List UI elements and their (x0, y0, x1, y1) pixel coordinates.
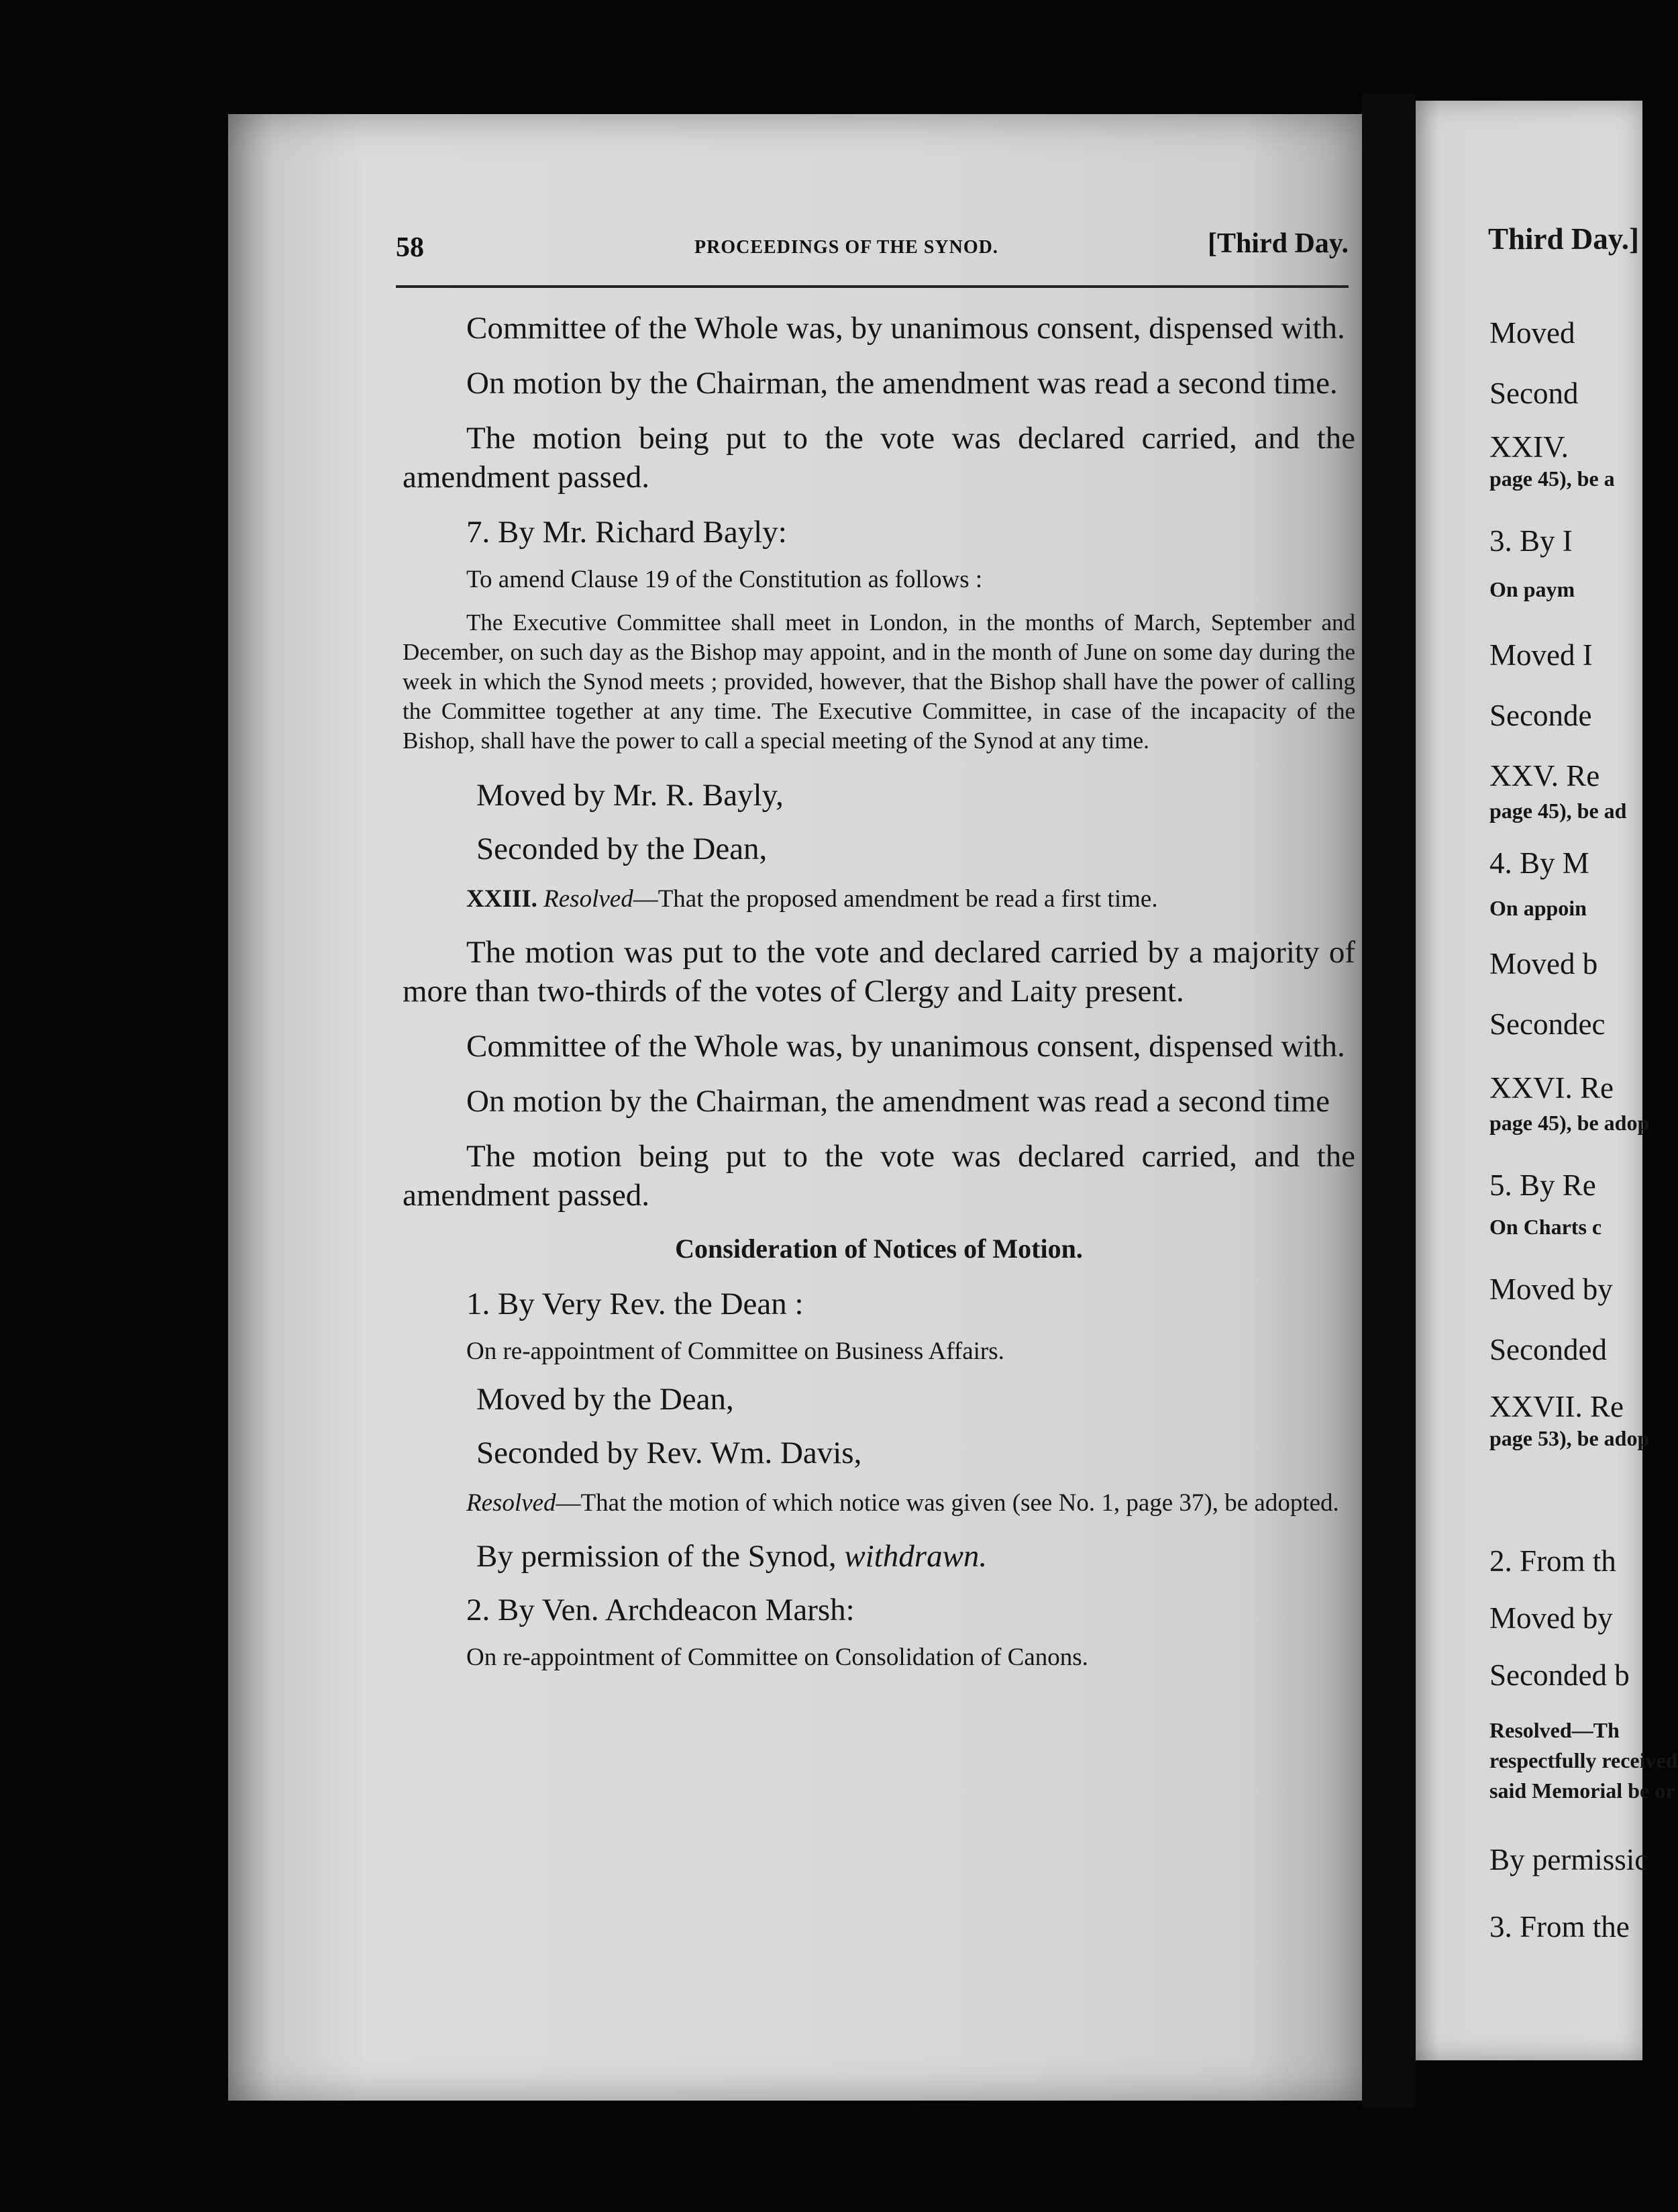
withdrawal-note (476, 1537, 1355, 1576)
resolution-number: XXIII. (466, 885, 537, 913)
left-page-body (403, 309, 1355, 1686)
paragraph: The motion was put to the vote and declared carried by a majority of more than two-thirds of the votes of Clergy and Laity present. (403, 935, 1355, 1009)
right-page-fragment: respectfully received (1489, 1748, 1678, 1772)
paragraph: The motion being put to the vote was declared carried, and the amendment passed. (403, 421, 1355, 495)
right-page-fragment: Seconded (1489, 1333, 1607, 1366)
paragraph: Committee of the Whole was, by unanimous consent, dispensed with. (466, 311, 1345, 346)
right-page-fragment: By permissic (1489, 1843, 1648, 1876)
right-page-fragment: Moved I (1489, 638, 1593, 672)
resolved-word: Resolved (543, 885, 633, 913)
right-page-fragment: On Charts c (1489, 1215, 1602, 1239)
book-gutter (1362, 94, 1416, 2107)
right-page-fragment: 3. From the (1489, 1910, 1630, 1944)
paragraph: Committee of the Whole was, by unanimous consent, dispensed with. (466, 1029, 1345, 1064)
paragraph: On motion by the Chairman, the amendment was read a second time. (466, 366, 1338, 401)
right-page-fragment: page 45), be a (1489, 466, 1615, 491)
right-page-fragment: XXIV. (1489, 430, 1569, 464)
resolution (466, 883, 1355, 915)
withdrawal-prefix: By permission of the Synod, (476, 1539, 845, 1574)
moved-by: Moved by the Dean, (476, 1382, 734, 1417)
resolution-text: —That the proposed amendment be read a first time. (633, 885, 1158, 913)
right-page-fragment: XXVI. Re (1489, 1071, 1614, 1105)
right-page-fragment: 2. From th (1489, 1544, 1616, 1578)
right-page-fragment: said Memorial be or (1489, 1778, 1675, 1803)
page-number: 58 (396, 232, 424, 263)
right-page-fragment: 4. By M (1489, 846, 1589, 880)
right-page-fragment: On appoin (1489, 896, 1587, 920)
day-label: [Third Day. (1207, 228, 1349, 259)
amendment-text: The Executive Committee shall meet in London, in the months of March, September and December, on such day as the Bishop may appoint, and in the month of June on some day during the week in which the Synod meets ; provided, however, that the Bishop shall have the power of calling the Committee together at any time. The Executive Committee, in case of the incapacity of the Bishop, shall have the power to call a special meeting of the Synod at any time. (403, 609, 1355, 754)
right-page-fragment: XXV. Re (1489, 759, 1600, 793)
running-head: PROCEEDINGS OF THE SYNOD. (694, 237, 998, 258)
seconded-by: Seconded by the Dean, (476, 832, 768, 866)
page-header (396, 228, 1349, 272)
right-page-fragment: Moved b (1489, 947, 1598, 981)
resolution-text: —That the motion of which notice was given (see No. 1, page 37), be adopted. (556, 1489, 1339, 1517)
right-page-fragment: Moved by (1489, 1272, 1613, 1306)
right-page-fragment: 3. By I (1489, 524, 1573, 558)
section-heading: Consideration of Notices of Motion. (675, 1234, 1083, 1264)
right-page-fragment: page 45), be ad (1489, 799, 1627, 823)
motion-item-heading: 7. By Mr. Richard Bayly: (466, 515, 787, 550)
right-page-fragment: page 45), be adop (1489, 1111, 1650, 1135)
right-page-fragment: On paym (1489, 577, 1575, 601)
amendment-intro: To amend Clause 19 of the Constitution as follows : (466, 566, 983, 593)
motion-item-heading: 1. By Very Rev. the Dean : (466, 1287, 804, 1321)
right-page-fragment: page 53), be adop (1489, 1426, 1650, 1450)
right-page-fragment: Secondec (1489, 1007, 1606, 1041)
seconded-by: Seconded by Rev. Wm. Davis, (476, 1436, 862, 1470)
motion-subject: On re-appointment of Committee on Consolidation of Canons. (466, 1644, 1088, 1671)
resolved-word: Resolved (466, 1489, 556, 1517)
motion-subject: On re-appointment of Committee on Business Affairs. (466, 1338, 1004, 1365)
motion-item-heading: 2. By Ven. Archdeacon Marsh: (466, 1593, 855, 1627)
right-page-fragment: Seconded b (1489, 1658, 1630, 1692)
right-page-fragment: Moved (1489, 316, 1575, 350)
right-page-fragment: 5. By Re (1489, 1168, 1596, 1202)
moved-by: Moved by Mr. R. Bayly, (476, 778, 784, 813)
header-rule (396, 285, 1349, 288)
right-page-fragment: Resolved—Th (1489, 1718, 1620, 1742)
right-day-label: Third Day.] (1488, 222, 1640, 256)
right-page-fragment: Moved by (1489, 1601, 1613, 1635)
withdrawn-word: withdrawn. (844, 1539, 988, 1574)
resolution (403, 1487, 1355, 1519)
right-page-fragment: Seconde (1489, 699, 1592, 732)
right-page-fragment: XXVII. Re (1489, 1390, 1624, 1423)
paragraph: On motion by the Chairman, the amendment was read a second time (466, 1084, 1330, 1119)
paragraph: The motion being put to the vote was declared carried, and the amendment passed. (403, 1139, 1355, 1213)
right-page-fragment: Second (1489, 376, 1579, 410)
